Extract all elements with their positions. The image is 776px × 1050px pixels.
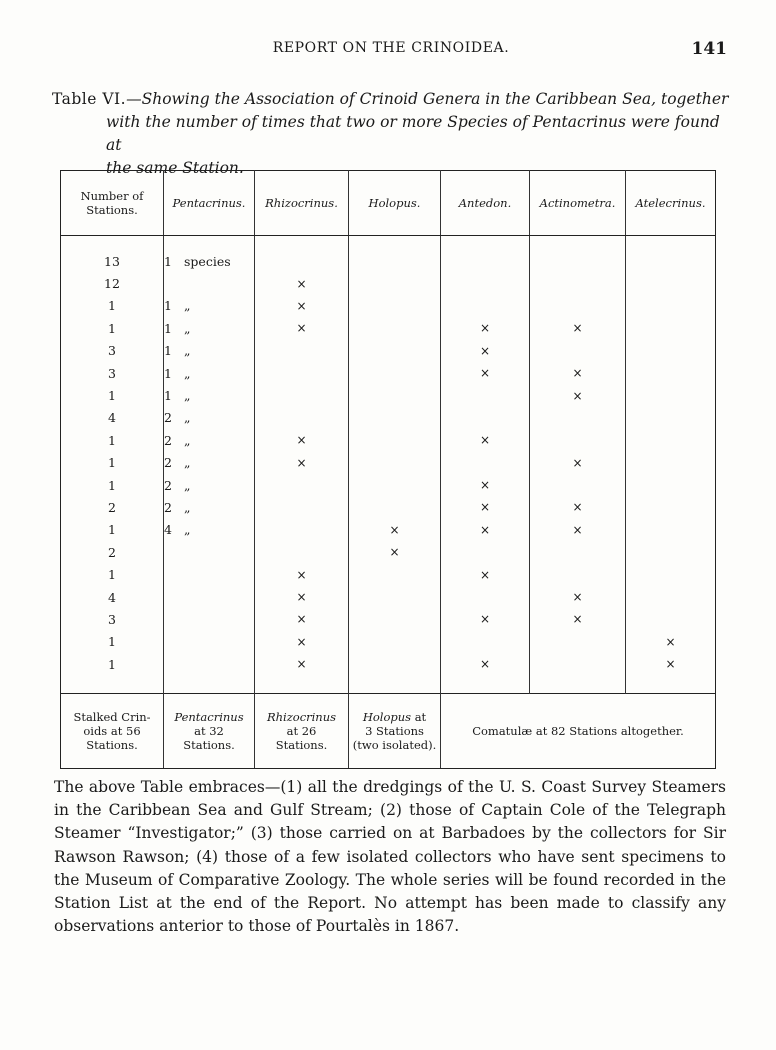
pentacrinus-count: 2 <box>164 499 172 515</box>
antedon-cell <box>441 407 530 429</box>
atelecrinus-cell <box>626 295 716 317</box>
table-row <box>61 407 716 429</box>
actinometra-cell <box>530 474 626 496</box>
holopus-cell <box>349 340 441 362</box>
antedon-cell <box>441 384 530 406</box>
atelecrinus-cell <box>626 519 716 541</box>
column-header: Number of Stations. <box>61 171 164 236</box>
holopus-cell <box>349 586 441 608</box>
pentacrinus-cell <box>164 429 255 451</box>
atelecrinus-cell <box>626 340 716 362</box>
holopus-cell <box>349 452 441 474</box>
atelecrinus-cell <box>626 429 716 451</box>
table-row <box>61 250 716 272</box>
holopus-cell <box>349 272 441 294</box>
pentacrinus-cell <box>164 519 255 541</box>
stations-cell: 2 <box>61 496 164 518</box>
pentacrinus-count: 1 <box>164 343 172 359</box>
actinometra-cell: × <box>530 519 626 541</box>
antedon-cell: × <box>441 563 530 585</box>
pentacrinus-unit: „ <box>184 320 191 336</box>
pentacrinus-count: 2 <box>164 432 172 448</box>
actinometra-cell <box>530 295 626 317</box>
pentacrinus-cell <box>164 250 255 272</box>
antedon-cell <box>441 541 530 563</box>
rhizocrinus-cell: × <box>255 272 349 294</box>
pentacrinus-count: 4 <box>164 522 172 538</box>
data-table <box>60 170 716 769</box>
table-row <box>61 362 716 384</box>
table-row <box>61 496 716 518</box>
holopus-cell: × <box>349 519 441 541</box>
table-row <box>61 317 716 339</box>
antedon-cell <box>441 631 530 653</box>
table-row <box>61 474 716 496</box>
holopus-cell <box>349 317 441 339</box>
stations-cell: 1 <box>61 384 164 406</box>
pentacrinus-unit: „ <box>184 477 191 493</box>
antedon-cell: × <box>441 340 530 362</box>
rhizocrinus-cell <box>255 407 349 429</box>
rhizocrinus-cell: × <box>255 295 349 317</box>
spacer-row <box>61 675 716 694</box>
antedon-cell: × <box>441 608 530 630</box>
rhizocrinus-cell: × <box>255 429 349 451</box>
holopus-cell <box>349 429 441 451</box>
pentacrinus-unit: „ <box>184 410 191 426</box>
actinometra-cell: × <box>530 452 626 474</box>
atelecrinus-cell <box>626 541 716 563</box>
atelecrinus-cell <box>626 384 716 406</box>
holopus-cell <box>349 474 441 496</box>
atelecrinus-cell <box>626 586 716 608</box>
column-header: Pentacrinus. <box>164 171 255 236</box>
antedon-cell: × <box>441 429 530 451</box>
antedon-cell <box>441 272 530 294</box>
pentacrinus-count: 1 <box>164 298 172 314</box>
pentacrinus-cell <box>164 384 255 406</box>
rhizocrinus-cell: × <box>255 608 349 630</box>
rhizocrinus-cell: × <box>255 653 349 675</box>
actinometra-cell <box>530 429 626 451</box>
column-header: Actinometra. <box>530 171 626 236</box>
pentacrinus-cell <box>164 541 255 563</box>
actinometra-cell: × <box>530 608 626 630</box>
rhizocrinus-cell <box>255 362 349 384</box>
stations-cell: 13 <box>61 250 164 272</box>
antedon-cell <box>441 250 530 272</box>
actinometra-cell <box>530 407 626 429</box>
actinometra-cell: × <box>530 362 626 384</box>
table-row <box>61 563 716 585</box>
actinometra-cell <box>530 340 626 362</box>
pentacrinus-count: 2 <box>164 410 172 426</box>
atelecrinus-cell <box>626 272 716 294</box>
summary-row <box>61 694 716 769</box>
holopus-cell <box>349 631 441 653</box>
pentacrinus-cell <box>164 362 255 384</box>
actinometra-cell <box>530 631 626 653</box>
holopus-cell <box>349 407 441 429</box>
antedon-cell <box>441 452 530 474</box>
holopus-cell: × <box>349 541 441 563</box>
actinometra-cell: × <box>530 586 626 608</box>
pentacrinus-cell <box>164 586 255 608</box>
stations-cell: 4 <box>61 586 164 608</box>
rhizocrinus-cell <box>255 340 349 362</box>
actinometra-cell <box>530 563 626 585</box>
rhizocrinus-cell <box>255 384 349 406</box>
table-row <box>61 608 716 630</box>
pentacrinus-cell <box>164 496 255 518</box>
table-row <box>61 653 716 675</box>
antedon-cell: × <box>441 317 530 339</box>
caption-line-3: the same Station. <box>106 159 244 177</box>
stations-cell: 1 <box>61 519 164 541</box>
atelecrinus-cell <box>626 317 716 339</box>
table-row <box>61 272 716 294</box>
holopus-cell <box>349 384 441 406</box>
column-header: Antedon. <box>441 171 530 236</box>
page-number: 141 <box>691 39 727 59</box>
atelecrinus-cell <box>626 362 716 384</box>
atelecrinus-cell <box>626 474 716 496</box>
rhizocrinus-cell: × <box>255 563 349 585</box>
pentacrinus-cell <box>164 653 255 675</box>
pentacrinus-unit: „ <box>184 365 191 381</box>
stations-cell: 3 <box>61 608 164 630</box>
pentacrinus-count: 1 <box>164 320 172 336</box>
pentacrinus-count: 2 <box>164 455 172 471</box>
pentacrinus-unit: „ <box>184 388 191 404</box>
atelecrinus-cell <box>626 250 716 272</box>
holopus-cell <box>349 496 441 518</box>
pentacrinus-unit: „ <box>184 455 191 471</box>
actinometra-cell: × <box>530 384 626 406</box>
summary-pentacrinus: Pentacrinus at 32 Stations. <box>164 694 255 769</box>
header-row <box>61 171 716 236</box>
holopus-cell <box>349 563 441 585</box>
pentacrinus-cell <box>164 452 255 474</box>
antedon-cell: × <box>441 496 530 518</box>
table-row <box>61 429 716 451</box>
rhizocrinus-cell <box>255 496 349 518</box>
actinometra-cell <box>530 250 626 272</box>
atelecrinus-cell <box>626 407 716 429</box>
pentacrinus-cell <box>164 295 255 317</box>
table-row <box>61 631 716 653</box>
pentacrinus-count: 1 <box>164 365 172 381</box>
atelecrinus-cell: × <box>626 631 716 653</box>
rhizocrinus-cell: × <box>255 317 349 339</box>
caption-label: Table VI. <box>52 90 127 108</box>
table-row <box>61 384 716 406</box>
crinoid-association-table <box>60 170 715 760</box>
column-header: Atelecrinus. <box>626 171 716 236</box>
holopus-cell <box>349 295 441 317</box>
stations-cell: 1 <box>61 563 164 585</box>
pentacrinus-unit: „ <box>184 499 191 515</box>
spacer-row <box>61 236 716 251</box>
stations-cell: 1 <box>61 631 164 653</box>
pentacrinus-cell <box>164 407 255 429</box>
table-row <box>61 541 716 563</box>
table-row <box>61 295 716 317</box>
caption-line-2: with the number of times that two or more Species of Pentacrinus were found at <box>106 113 720 154</box>
stations-cell: 1 <box>61 653 164 675</box>
antedon-cell <box>441 586 530 608</box>
holopus-cell <box>349 653 441 675</box>
stations-cell: 1 <box>61 295 164 317</box>
pentacrinus-cell <box>164 608 255 630</box>
antedon-cell: × <box>441 653 530 675</box>
antedon-cell: × <box>441 362 530 384</box>
body-paragraph: The above Table embraces—(1) all the dredgings of the U. S. Coast Survey Steamers in the Caribbean Sea and Gulf Stream; (2) those of Captain Cole of the Telegraph Steamer “Investigator;” (3) those carried on at Barbadoes by the collectors for Sir Rawson Rawson; (4) those of a few isolated collectors who have sent specimens to the Museum of Comparative Zoology. The whole series will be found recorded in the Station List at the end of the Report. No attempt has been made to classify any observations anterior to those of Pourtalès in 1867. <box>54 778 726 936</box>
actinometra-cell: × <box>530 317 626 339</box>
atelecrinus-cell <box>626 452 716 474</box>
stations-cell: 12 <box>61 272 164 294</box>
stations-cell: 1 <box>61 317 164 339</box>
atelecrinus-cell: × <box>626 653 716 675</box>
pentacrinus-unit: species <box>184 253 231 269</box>
atelecrinus-cell <box>626 563 716 585</box>
summary-comatulae: Comatulæ at 82 Stations altogether. <box>441 694 716 769</box>
stations-cell: 1 <box>61 452 164 474</box>
rhizocrinus-cell <box>255 519 349 541</box>
pentacrinus-cell <box>164 317 255 339</box>
page-header <box>55 40 727 66</box>
pentacrinus-cell <box>164 474 255 496</box>
pentacrinus-count: 1 <box>164 388 172 404</box>
running-title: REPORT ON THE CRINOIDEA. <box>272 40 510 56</box>
stations-cell: 2 <box>61 541 164 563</box>
pentacrinus-cell <box>164 563 255 585</box>
pentacrinus-unit: „ <box>184 343 191 359</box>
antedon-cell <box>441 295 530 317</box>
actinometra-cell: × <box>530 496 626 518</box>
actinometra-cell <box>530 653 626 675</box>
column-header: Holopus. <box>349 171 441 236</box>
actinometra-cell <box>530 272 626 294</box>
caption-line-1: —Showing the Association of Crinoid Genera in the Caribbean Sea, together <box>126 90 729 108</box>
rhizocrinus-cell: × <box>255 586 349 608</box>
rhizocrinus-cell <box>255 474 349 496</box>
column-header: Rhizocrinus. <box>255 171 349 236</box>
rhizocrinus-cell <box>255 250 349 272</box>
pentacrinus-unit: „ <box>184 522 191 538</box>
table-row <box>61 519 716 541</box>
atelecrinus-cell <box>626 496 716 518</box>
summary-holopus: Holopus at 3 Stations (two isolated). <box>349 694 441 769</box>
table-row <box>61 340 716 362</box>
holopus-cell <box>349 608 441 630</box>
table-row <box>61 586 716 608</box>
pentacrinus-unit: „ <box>184 298 191 314</box>
stations-cell: 3 <box>61 340 164 362</box>
pentacrinus-count: 1 <box>164 253 172 269</box>
antedon-cell: × <box>441 519 530 541</box>
pentacrinus-cell <box>164 340 255 362</box>
summary-stalked: Stalked Crin- oids at 56 Stations. <box>61 694 164 769</box>
table-caption <box>52 88 732 180</box>
holopus-cell <box>349 250 441 272</box>
stations-cell: 3 <box>61 362 164 384</box>
rhizocrinus-cell <box>255 541 349 563</box>
holopus-cell <box>349 362 441 384</box>
actinometra-cell <box>530 541 626 563</box>
rhizocrinus-cell: × <box>255 631 349 653</box>
summary-rhizocrinus: Rhizocrinus at 26 Stations. <box>255 694 349 769</box>
stations-cell: 1 <box>61 429 164 451</box>
rhizocrinus-cell: × <box>255 452 349 474</box>
table-row <box>61 452 716 474</box>
pentacrinus-cell <box>164 272 255 294</box>
antedon-cell: × <box>441 474 530 496</box>
pentacrinus-cell <box>164 631 255 653</box>
pentacrinus-count: 2 <box>164 477 172 493</box>
stations-cell: 4 <box>61 407 164 429</box>
atelecrinus-cell <box>626 608 716 630</box>
stations-cell: 1 <box>61 474 164 496</box>
pentacrinus-unit: „ <box>184 432 191 448</box>
